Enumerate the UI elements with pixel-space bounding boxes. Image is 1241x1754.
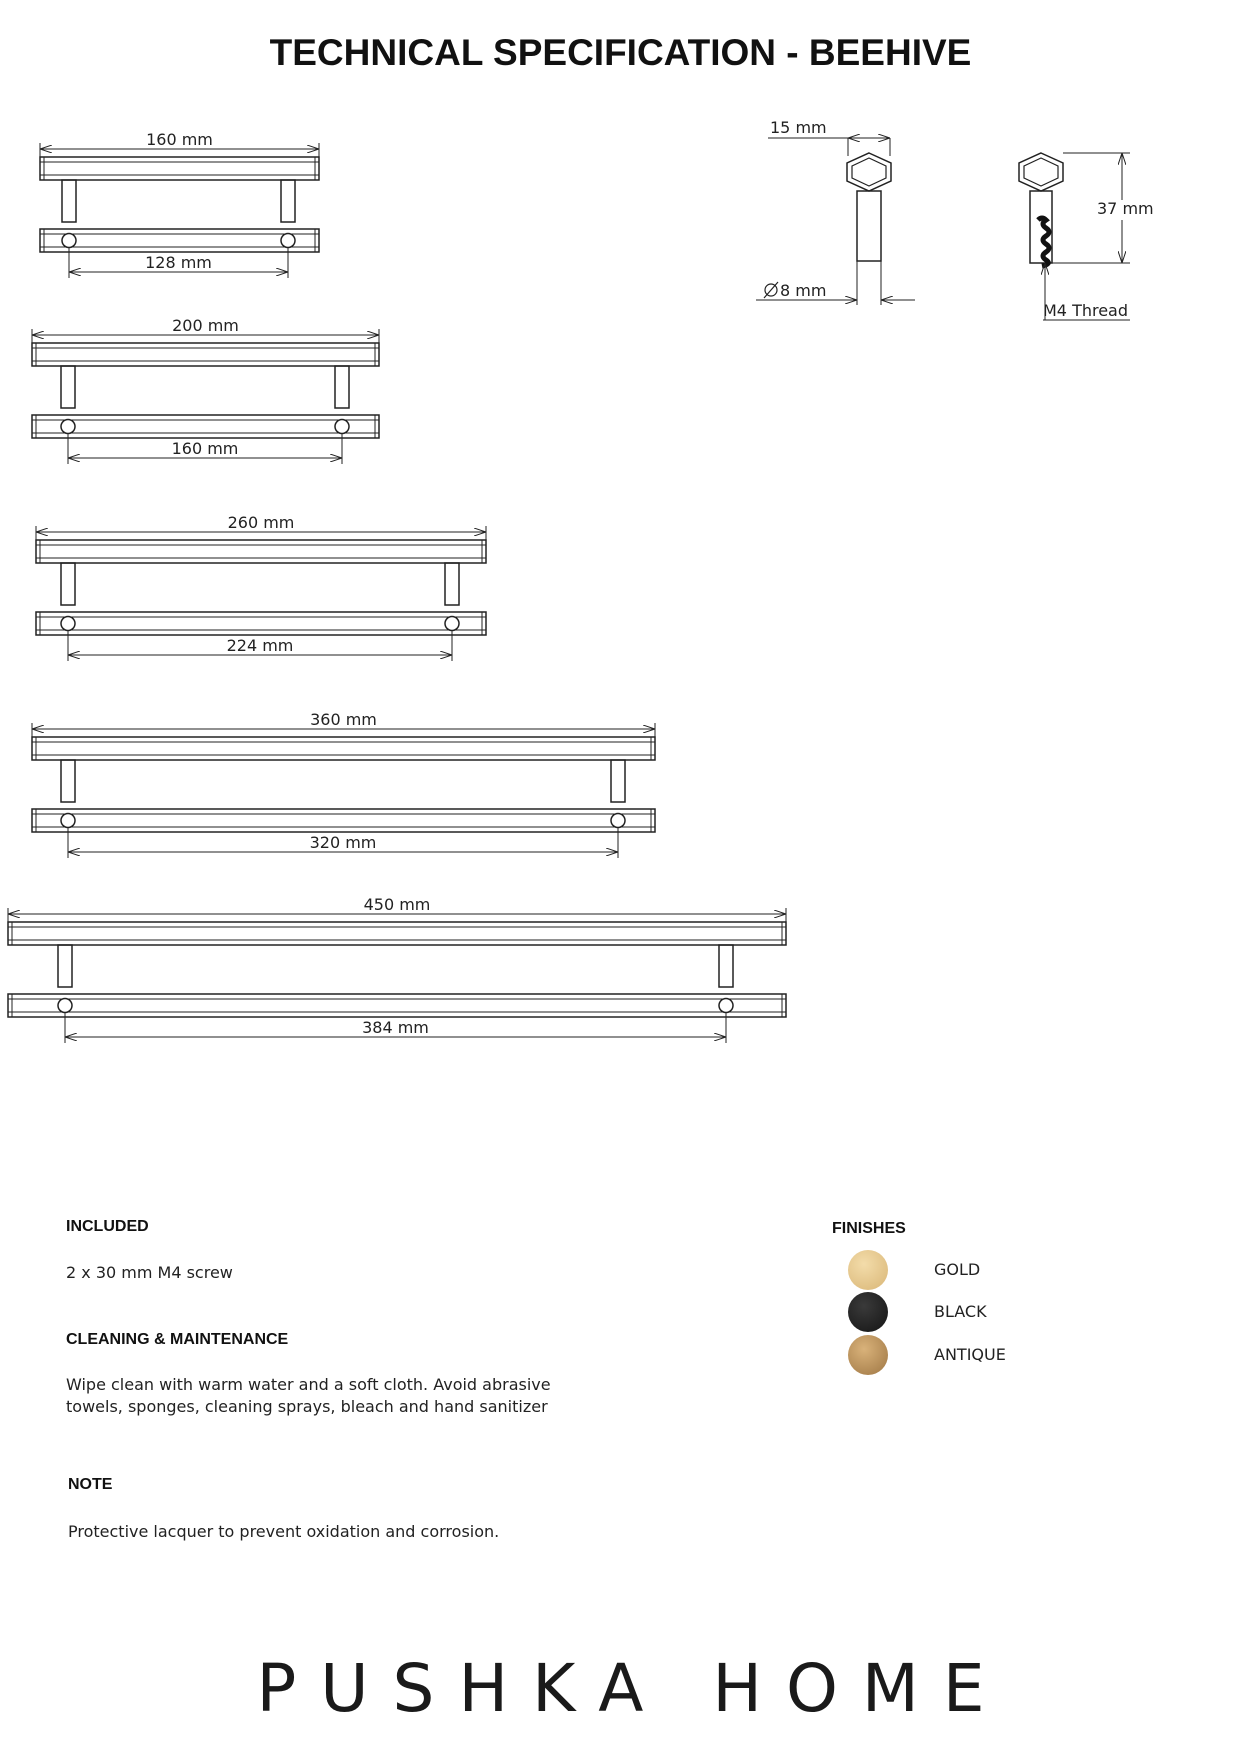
handle-length-label: 200 mm xyxy=(172,316,239,335)
handle-drawing xyxy=(40,130,319,278)
finishes-heading: FINISHES xyxy=(832,1220,906,1237)
diameter-dimension-label: 8 mm xyxy=(780,281,827,300)
finish-swatch xyxy=(848,1335,888,1375)
handle-bar-plan xyxy=(36,612,486,635)
mounting-hole xyxy=(61,420,75,434)
mounting-hole xyxy=(62,234,76,248)
page-title: TECHNICAL SPECIFICATION - BEEHIVE xyxy=(269,32,972,73)
handle-post xyxy=(61,760,75,802)
handle-drawing xyxy=(32,710,655,858)
finish-antique xyxy=(848,1335,1048,1375)
handle-centers-label: 160 mm xyxy=(171,439,239,458)
side-view-front xyxy=(756,138,915,305)
finish-swatch xyxy=(848,1250,888,1290)
cleaning-heading: CLEANING & MAINTENANCE xyxy=(66,1331,289,1348)
finish-gold xyxy=(848,1250,1048,1290)
mounting-hole xyxy=(611,814,625,828)
handle-post xyxy=(611,760,625,802)
handle-bar-side xyxy=(32,737,655,760)
included-text: 2 x 30 mm M4 screw xyxy=(66,1263,233,1282)
cleaning-text-line1: Wipe clean with warm water and a soft cloth. Avoid abrasive xyxy=(66,1375,551,1394)
handle-length-label: 450 mm xyxy=(363,895,431,914)
finish-swatch xyxy=(848,1292,888,1332)
width-dimension-label: 15 mm xyxy=(770,118,827,137)
mounting-hole xyxy=(61,814,75,828)
handle-post xyxy=(281,180,295,222)
handle-post xyxy=(719,945,733,987)
handle-drawing xyxy=(8,895,786,1043)
handle-bar-plan xyxy=(8,994,786,1017)
handle-centers-label: 384 mm xyxy=(362,1018,429,1037)
finish-black xyxy=(848,1292,1048,1332)
handle-length-label: 160 mm xyxy=(146,130,213,149)
handle-length-label: 360 mm xyxy=(310,710,377,729)
handle-centers-label: 320 mm xyxy=(309,833,377,852)
handle-bar-side xyxy=(8,922,786,945)
cleaning-text-line2: towels, sponges, cleaning sprays, bleach and hand sanitizer xyxy=(66,1397,548,1416)
mounting-hole xyxy=(445,617,459,631)
handle-post xyxy=(58,945,72,987)
finish-label: BLACK xyxy=(934,1302,987,1321)
brand-logo: PUSHKA HOME xyxy=(256,1650,1009,1727)
handle-bar-side xyxy=(40,157,319,180)
mounting-hole xyxy=(719,999,733,1013)
finish-label: GOLD xyxy=(934,1260,981,1279)
handle-post xyxy=(61,366,75,408)
mounting-hole xyxy=(61,617,75,631)
mounting-hole xyxy=(58,999,72,1013)
handle-bar-side xyxy=(32,343,379,366)
side-view-threaded xyxy=(1019,153,1130,320)
handle-post xyxy=(445,563,459,605)
thread-label: M4 Thread xyxy=(1043,301,1129,320)
handle-centers-label: 128 mm xyxy=(145,253,212,272)
handle-centers-label: 224 mm xyxy=(226,636,294,655)
included-heading: INCLUDED xyxy=(66,1218,149,1235)
mounting-hole xyxy=(281,234,295,248)
handle-post xyxy=(335,366,349,408)
handle-bar-side xyxy=(36,540,486,563)
height-dimension-label: 37 mm xyxy=(1097,199,1154,218)
note-heading: NOTE xyxy=(68,1476,113,1493)
handle-post xyxy=(62,180,76,222)
handle-post xyxy=(61,563,75,605)
handle-drawings xyxy=(8,130,786,1043)
handle-bar-plan xyxy=(32,415,379,438)
handle-length-label: 260 mm xyxy=(227,513,295,532)
note-text: Protective lacquer to prevent oxidation and corrosion. xyxy=(68,1522,500,1541)
handle-drawing xyxy=(36,513,486,661)
mounting-hole xyxy=(335,420,349,434)
handle-bar-plan xyxy=(32,809,655,832)
finish-label: ANTIQUE xyxy=(934,1345,1006,1364)
handle-bar-plan xyxy=(40,229,319,252)
handle-drawing xyxy=(32,316,379,464)
